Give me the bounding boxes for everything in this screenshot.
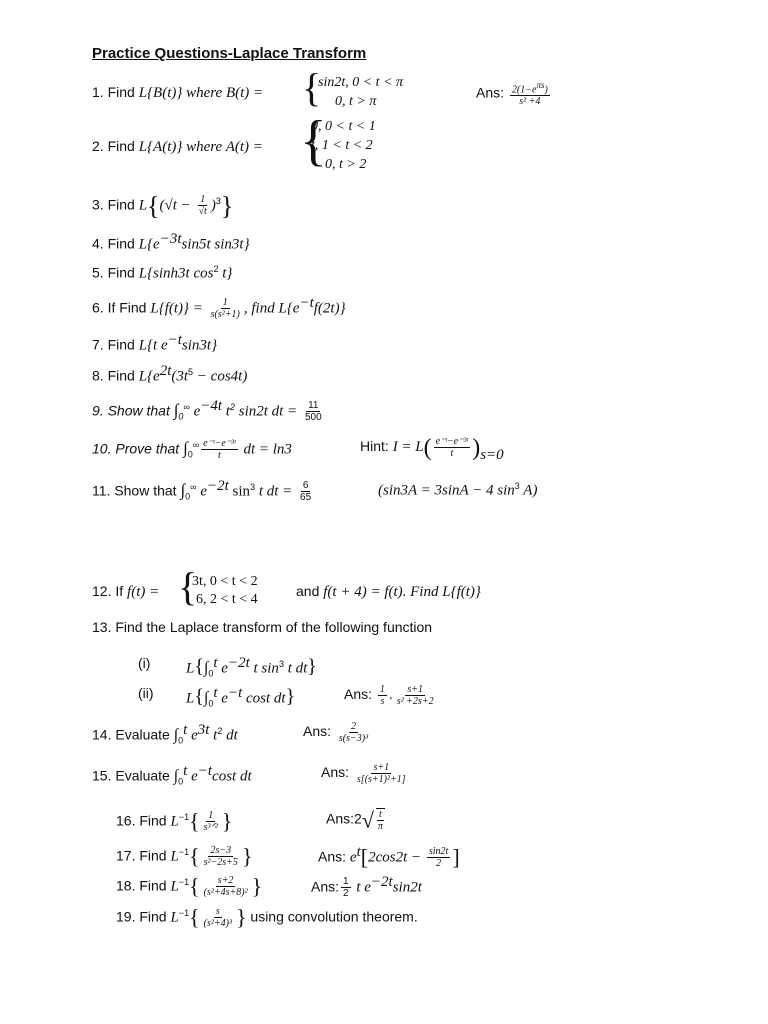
q9-frac-den: 500 [304,412,322,424]
question-17 [116,843,253,868]
q5-expr-end: t} [218,265,233,282]
q17-frac [202,845,240,868]
q13-answer [344,684,438,707]
q11-frac-den: 65 [300,492,312,504]
q15-sup: t [183,763,188,779]
q13-part-i-expr [186,654,317,682]
q13-i-sub: 0 [208,668,214,679]
question-15 [92,762,252,790]
q13-f1-num: 1 [379,684,385,695]
q1-ans-num: 2(1−e [511,84,537,96]
q14-expr: e [187,727,198,744]
q6-expr-end2: f(2t)} [313,300,346,317]
q14-ans-frac [337,721,370,744]
q10-hint-expr: I = L [392,439,424,456]
q17-ans-rbracket: ] [452,844,460,870]
q17-ans-frac [427,846,450,869]
q12-and: and [296,583,324,599]
q2-lead: 2. Find [92,138,139,154]
q11-expr-end: t dt = [255,483,297,500]
q17-ans-lbracket: [ [360,844,369,870]
q13-ans-dot: . [388,686,393,703]
q17-frac-den: s²−2s+5 [203,857,238,869]
q17-lbrace: { [189,843,200,869]
q13-f2-den: s² +2s+2 [396,696,434,707]
q13-ii-sub: 0 [208,698,214,709]
question-4 [92,230,250,254]
q14-answer [303,721,372,744]
q9-exp: −4t [200,398,223,414]
q13-part-ii [138,684,154,702]
q9-lower-limit: 0 [178,411,184,422]
q15-expr-end: cost dt [212,768,252,785]
q6-fraction [209,297,242,320]
q18-sup: −1 [178,877,190,887]
q17-frac-num: 2s−3 [210,845,232,857]
q11-expr: e [196,483,207,500]
q5-sup: 2 [213,264,219,274]
q17-ans-mid: 2cos2t − [368,849,425,866]
q13-ii-integral: ∫ [203,689,209,707]
q15-esup: −t [197,763,213,779]
q18-op: L [170,878,179,895]
q6-expr-end: , find L{e [243,300,300,317]
question-16 [116,808,232,833]
q11-integral-sign: ∫ [180,480,186,500]
q11-exp: −2t [207,478,229,494]
q17-ans-expr: e [349,849,357,866]
q7-lead: 7. Find [92,336,139,353]
q15-lead: 15. Evaluate [92,767,174,784]
q17-op: L [170,848,179,865]
q16-frac-den: s³ᐟ² [203,822,218,834]
q10-fraction [201,438,238,461]
q19-frac-den: (s²+4)³ [203,918,232,930]
q3-power: 3 [215,196,221,206]
q7-sup: −t [167,332,182,348]
q16-ans-frac [376,808,385,832]
q3-expr-part: (√t − [159,197,195,214]
q10-hint-den: t [450,448,454,459]
q18-frac-den: (s²+4s+8)² [203,887,248,899]
q16-answer [326,808,387,832]
q14-ans-den: s(s−3)³ [338,733,369,744]
q18-ans-expr: t e [352,879,371,896]
q19-frac [202,906,234,929]
q19-rbrace: } [235,904,247,930]
q4-lead: 4. Find [92,235,139,252]
q10-hint-fraction [434,436,471,459]
q13-ii-label: (ii) [138,685,154,701]
q8-lead: 8. Find [92,367,139,384]
q3-close-paren: ) [210,197,216,214]
q13-ii-body: e [217,690,228,707]
q18-frac [202,875,250,898]
q17-sup: −1 [178,847,190,857]
q1-ans-num-end: ) [544,84,548,96]
q11-frac-num: 6 [302,480,309,492]
q10-integral-sign: ∫ [183,438,188,458]
q1-ans-den: s² +4 [519,96,541,108]
q18-ans-frac [341,876,351,899]
q11-expr-mid: sin [228,483,251,500]
q2-case-3: 0, t > 2 [325,157,367,172]
q13-i-label: (i) [138,655,151,671]
q13-i-mid: t sin [249,660,279,677]
q10-expr-end: dt = ln3 [239,441,292,458]
question-1 [92,83,263,102]
q13-ii-end: cost dt [242,690,286,707]
q19-lead: 19. Find [116,908,171,925]
q10-lead: 10. Prove that [92,440,184,457]
q10-hint-sub: s=0 [480,447,504,463]
q13-i-end: t dt [283,660,308,677]
q3-fraction [197,194,209,217]
q14-answer-label: Ans: [303,723,335,740]
q13-ii-op: L [186,690,195,707]
q10-hint-num: e⁻ᵗ−e⁻³ᵗ [435,436,469,447]
q15-integral: ∫ [173,767,179,785]
q14-lead: 14. Evaluate [92,726,174,743]
q18-answer [311,873,422,899]
q14-tsup: 2 [217,726,223,736]
q11-identity-note [378,477,537,500]
q14-expr-mid: t [209,727,218,744]
q12-condition [296,582,481,601]
q12-expr2: f(t + 4) = f(t). Find L{f(t)} [323,584,481,600]
q18-rbrace: } [251,873,263,899]
q14-sup: t [183,722,188,738]
q13-ii-lbrace: { [194,685,204,708]
q11-fraction [298,480,313,503]
q9-expr-end: sin2t dt = [234,403,301,420]
question-12 [92,582,159,601]
q9-integral-sign: ∫ [173,400,179,420]
q18-lbrace: { [189,873,200,899]
q15-ans-frac [355,762,408,785]
q13-ii-sup: t [213,685,218,701]
q18-lead: 18. Find [116,877,171,894]
q13-f2-num: s+1 [407,684,423,695]
q16-ans-num: t [379,809,382,820]
question-2 [92,137,263,156]
question-13: 13. Find the Laplace transform of the following function [92,619,433,635]
question-3 [92,191,234,221]
q1-answer [476,80,552,107]
question-5 [92,260,232,283]
q13-ii-rbrace: } [285,685,296,708]
q16-sqrt-sign: √ [361,807,374,833]
q13-ans-frac1 [378,684,387,707]
q13-f1-den: s [380,696,385,707]
q13-answer-label: Ans: [344,686,376,703]
q1-ans-sup: πs [536,80,545,90]
q10-hint-label: Hint: [360,438,393,455]
q16-sup: −1 [178,812,190,822]
q13-i-lbrace: { [194,655,204,678]
q9-tsup: 2 [229,402,235,412]
q11-note-sup: 3 [514,481,520,491]
q8-expr-end: − cos4t) [193,368,248,385]
q9-frac-num: 11 [308,400,319,412]
q7-expr: L{t e [138,337,168,354]
q11-lead: 11. Show that [92,482,181,499]
q10-frac-num: e⁻ᵗ−e⁻³ᵗ [203,438,236,450]
q1-case-1: sin2t, 0 < t < π [318,75,404,90]
q8-sup: 2t [159,363,172,379]
page-title: Practice Questions-Laplace Transform [92,45,367,62]
q9-expr-mid: t [222,403,230,420]
q6-frac-num: 1 [222,297,228,309]
q13-i-rbrace: } [307,655,317,678]
q2-case-2: t, 1 < t < 2 [311,138,373,153]
q10-frac-den: t [218,450,221,462]
q9-expr: e [189,403,201,420]
q3-right-brace: } [220,191,234,221]
q17-ans-sup: t [356,844,361,860]
q13-i-ssup: 3 [278,659,284,669]
q18-answer-label: Ans: [311,878,340,895]
q12-case-2: 6, 2 < t < 4 [196,592,258,607]
q11-note-end: A) [519,482,538,499]
q1-case-2: 0, t > π [335,94,377,109]
q11-note: (sin3A = 3sinA − 4 sin [378,482,515,499]
q13-i-body: e [217,660,228,677]
q18-ans-num: 1 [343,876,349,888]
q16-frac-num: 1 [208,810,214,822]
q8-sup2: 5 [188,367,194,377]
q13-part-i [138,654,150,672]
q1-brace: { [302,65,322,110]
q3-left-brace: { [147,191,160,221]
q15-ans-den: s[(s+1)²+1] [356,774,406,785]
question-14 [92,721,238,749]
q5-expr: L{sinh3t cos [138,265,214,282]
q6-lead: 6. If Find [92,299,151,316]
q18-frac-num: s+2 [217,875,234,887]
q17-answer [318,843,460,869]
q16-ans-den: π [377,821,383,832]
q1-answer-fraction [510,80,550,107]
q10-lower-limit: 0 [187,449,193,460]
q6-sup: −t [299,295,314,311]
q4-expr-end: sin5t sin3t} [181,236,250,253]
q9-upper-limit: ∞ [183,402,190,412]
q15-expr: e [187,768,198,785]
q3-frac-den: √t [198,206,207,218]
q19-sup: −1 [178,908,190,918]
q17-ans-den: 2 [436,858,442,870]
q1-answer-label: Ans: [476,84,508,101]
q14-sub: 0 [178,735,184,746]
q18-ans-sup: −2t [370,874,393,890]
question-11 [92,477,315,505]
q14-integral: ∫ [173,726,179,744]
q12-case-1: 3t, 0 < t < 2 [192,574,258,589]
q15-answer-label: Ans: [321,764,353,781]
q17-rbrace: } [241,843,253,869]
q16-answer-label: Ans:2 [326,810,362,827]
q3-frac-num: 1 [200,194,206,206]
q12-brace: { [178,564,198,609]
q7-expr-end: sin3t} [181,337,218,354]
q3-operator: L [138,197,148,214]
q2-case-1: 0, 0 < t < 1 [311,119,376,134]
q2-brace: { [300,110,327,172]
q17-lead: 17. Find [116,847,171,864]
q12-expr: f(t) = [127,584,160,600]
q16-frac [202,810,220,833]
q17-answer-label: Ans: [318,848,350,865]
question-9 [92,397,326,425]
q13-ans-frac2 [395,684,436,707]
question-10 [92,436,292,463]
q15-ans-num: s+1 [373,762,390,773]
q9-fraction [303,400,324,423]
q10-hint-lparen: ( [423,435,432,462]
question-6 [92,294,346,320]
q3-lead: 3. Find [92,196,139,213]
q13-ii-esup: −t [227,685,243,701]
q13-part-ii-expr [186,684,295,712]
q10-hint-rparen: ) [472,435,481,462]
q15-sub: 0 [178,776,184,787]
question-8 [92,362,247,386]
q8-expr: L{e [138,368,160,385]
q12-lead: 12. If [92,583,128,599]
q13-i-op: L [186,660,195,677]
question-19 [116,904,418,929]
q16-lbrace: { [189,808,200,834]
q14-expr-end: dt [222,727,238,744]
q6-frac-den: s(s²+1) [210,309,240,321]
q15-answer [321,762,410,785]
q6-expr: L{f(t)} = [150,300,207,317]
q2-expression: L{A(t)} where A(t) = [138,139,263,155]
q13-i-esup: −2t [227,655,250,671]
q5-lead: 5. Find [92,264,139,281]
q16-lead: 16. Find [116,812,171,829]
q19-lbrace: { [189,904,200,930]
q4-sup: −3t [159,231,182,247]
q18-ans-den: 2 [343,888,349,900]
q11-upper-limit: ∞ [190,482,197,492]
q4-expr: L{e [138,236,160,253]
q1-lead: 1. Find [92,84,139,100]
question-7 [92,331,217,355]
q16-op: L [170,813,179,830]
q17-ans-num: sin2t [428,846,449,858]
q19-frac-num: s [215,906,220,918]
q8-expr-mid: (3t [171,368,189,385]
q13-i-integral: ∫ [203,659,209,677]
q1-expression: L{B(t)} where B(t) = [138,85,264,101]
q10-upper-limit: ∞ [192,440,200,450]
q19-op: L [170,909,179,926]
q19-tail: using convolution theorem. [246,908,418,925]
q11-lower-limit: 0 [185,491,191,502]
q9-lead: 9. Show that [92,402,174,419]
question-18 [116,873,262,898]
q11-ssup: 3 [250,482,256,492]
q14-esup: 3t [197,722,210,738]
q13-i-sup: t [213,655,218,671]
q14-ans-num: 2 [351,721,356,732]
q10-hint [360,435,504,463]
q16-rbrace: } [221,808,233,834]
q18-ans-end: sin2t [392,879,422,896]
